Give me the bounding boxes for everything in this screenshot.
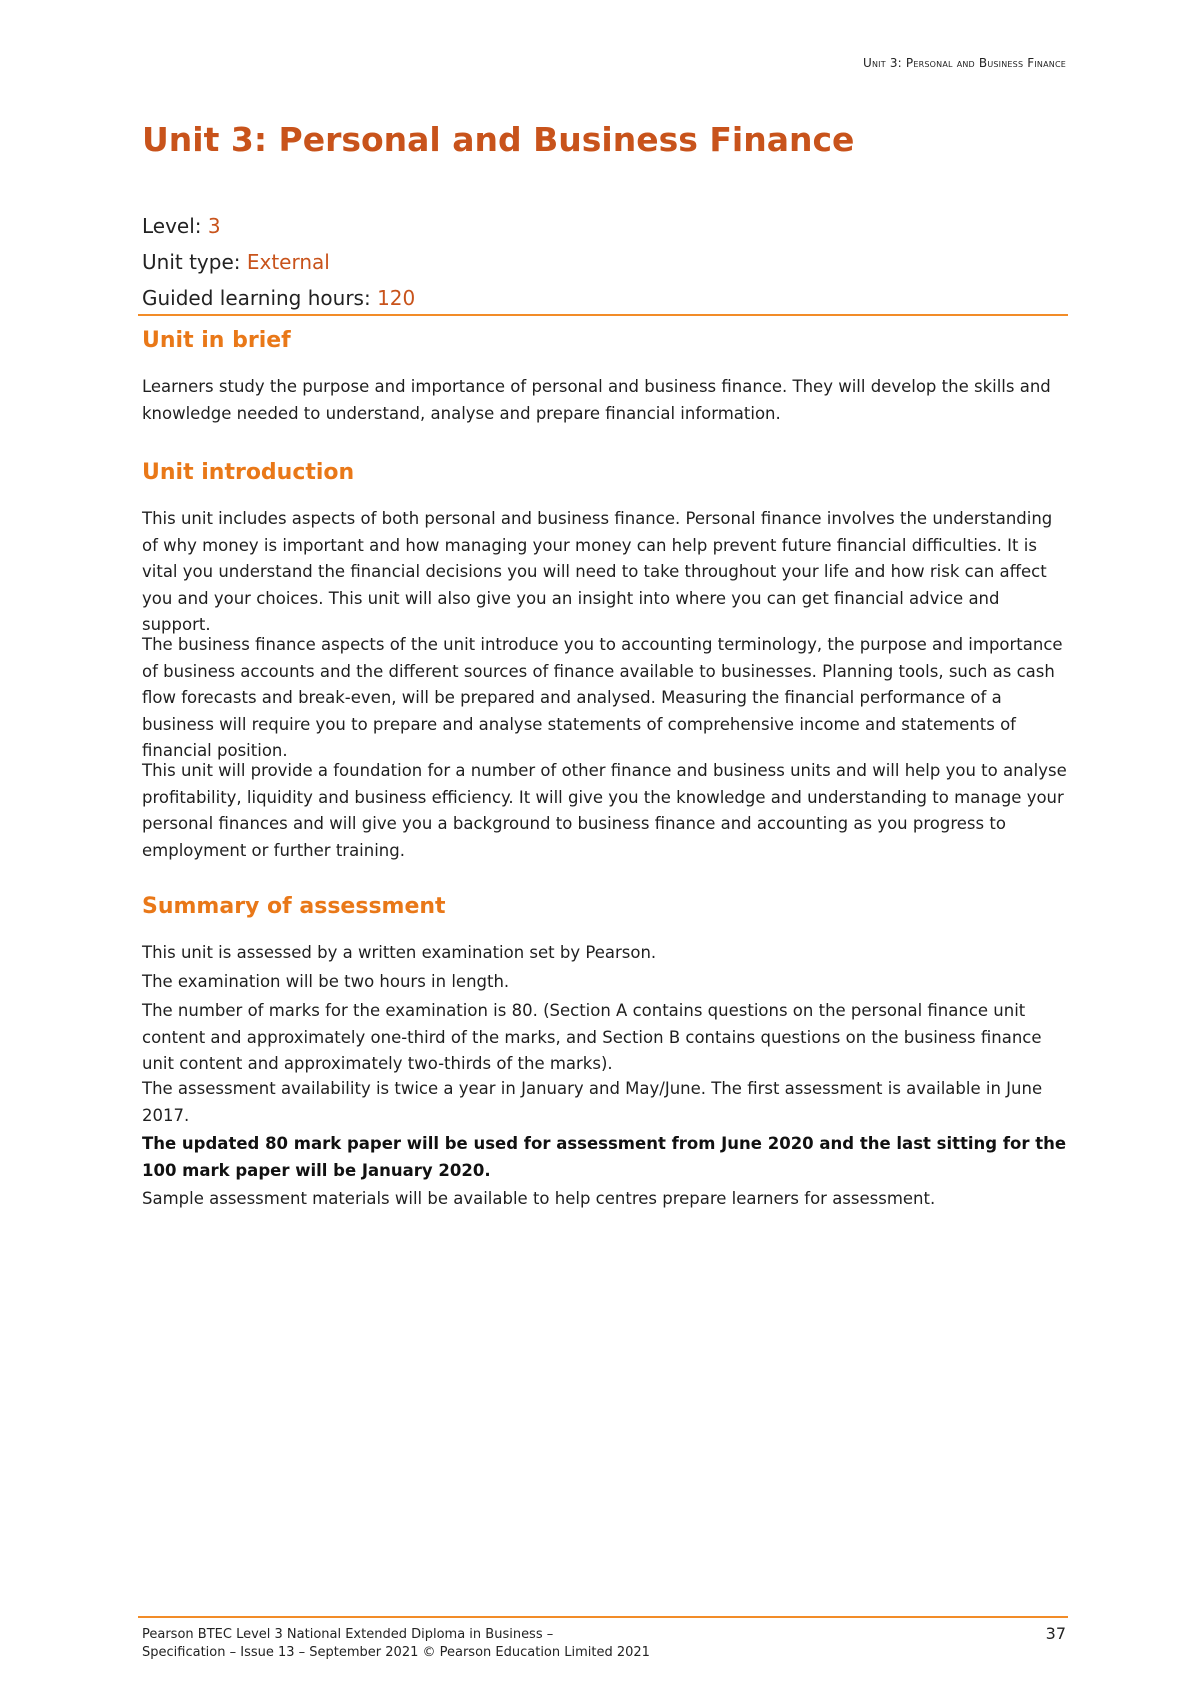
introduction-paragraph-1: This unit includes aspects of both personal and business finance. Personal finance involves the understanding of why money is important and how managing your money can help prevent future financial difficulties. It is vital you understand the financial decisions you will need to take throughout your life and how risk can affect you and your choices. This unit will also give you an insight into where you can get financial advice and support.	[142, 509, 1053, 634]
glh-row	[142, 280, 415, 316]
section-heading-brief: Unit in brief	[142, 328, 291, 353]
introduction-paragraph-2: The business finance aspects of the unit introduce you to accounting terminology, the purpose and importance of business accounts and the different sources of finance available to businesses. Planning tools, such as cash flow forecasts and break-even, will be prepared and analysed. Measuring the financial performance of a business will require you to prepare and analyse statements of comprehensive income and statements of financial position.	[142, 635, 1063, 760]
assessment-paragraph-4: The assessment availability is twice a year in January and May/June. The first assessment is available in June 2017.	[142, 1079, 1043, 1125]
unit-meta	[142, 208, 415, 316]
glh-label: Guided learning hours:	[142, 286, 378, 310]
footer-divider	[138, 1616, 1068, 1618]
level-value: 3	[207, 214, 221, 238]
unit-type-value: External	[246, 250, 330, 274]
assessment-paragraph-2: The examination will be two hours in length.	[142, 972, 510, 991]
running-header: Unit 3: Personal and Business Finance	[863, 56, 1066, 70]
section-heading-introduction: Unit introduction	[142, 460, 355, 485]
assessment-paragraph-6: Sample assessment materials will be available to help centres prepare learners for assessment.	[142, 1189, 936, 1208]
brief-paragraph: Learners study the purpose and importance of personal and business finance. They will develop the skills and knowledge needed to understand, analyse and prepare financial information.	[142, 377, 1051, 423]
unit-type-label: Unit type:	[142, 250, 247, 274]
page-number: 37	[1045, 1624, 1066, 1643]
level-label: Level:	[142, 214, 208, 238]
assessment-paragraph-1: This unit is assessed by a written examination set by Pearson.	[142, 943, 657, 962]
introduction-paragraph-3: This unit will provide a foundation for a number of other finance and business units and will help you to analyse profitability, liquidity and business efficiency. It will give you the knowledge and understanding to manage your personal finances and will give you a background to business finance and accounting as you progress to employment or further training.	[142, 761, 1067, 860]
meta-divider	[138, 314, 1068, 316]
level-row	[142, 208, 415, 244]
footer-text	[142, 1626, 650, 1662]
glh-value: 120	[377, 286, 416, 310]
footer-line-1: Pearson BTEC Level 3 National Extended Diploma in Business –	[142, 1627, 554, 1642]
section-heading-assessment: Summary of assessment	[142, 894, 446, 919]
page-title: Unit 3: Personal and Business Finance	[142, 120, 855, 159]
footer-line-2: Specification – Issue 13 – September 2021 © Pearson Education Limited 2021	[142, 1645, 650, 1660]
assessment-paragraph-5: The updated 80 mark paper will be used for assessment from June 2020 and the last sitting for the 100 mark paper will be January 2020.	[142, 1134, 1067, 1180]
assessment-paragraph-3: The number of marks for the examination is 80. (Section A contains questions on the personal finance unit content and approximately one-third of the marks, and Section B contains questions on the business finance unit content and approximately two-thirds of the marks).	[142, 1001, 1042, 1073]
unit-type-row	[142, 244, 415, 280]
